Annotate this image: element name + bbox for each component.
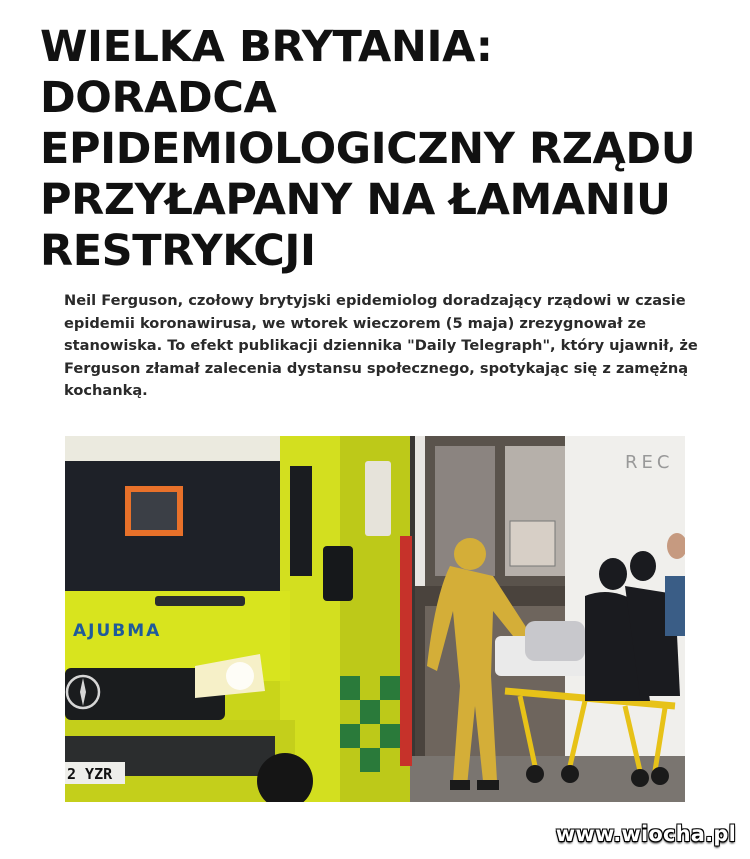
ambulance-scene-illustration xyxy=(65,436,685,802)
lead-line: epidemii koronawirusa, we wtorek wieczorem (5 maja) zrezygnował ze xyxy=(64,314,647,332)
license-plate: 2 YZR xyxy=(67,765,113,783)
lead-line: stanowiska. To efekt publikacji dziennika "Daily Telegraph", który ujawnił, że xyxy=(64,337,698,355)
lead-line: Neil Ferguson, czołowy brytyjski epidemiolog doradzający rządowi w czasie xyxy=(64,292,686,309)
headline-line: WIELKA BRYTANIA: xyxy=(40,22,493,72)
site-watermark: www.wiocha.pl xyxy=(555,822,736,846)
lead-line: Ferguson złamał zalecenia dystansu społecznego, spotykając się z zamężną xyxy=(64,359,689,377)
building-sign: REC xyxy=(625,452,674,473)
lead-line: kochanką. xyxy=(64,382,148,400)
article-photo xyxy=(65,436,685,802)
headline-line: DORADCA xyxy=(40,73,277,123)
ambulance-lettering: AJUBMA xyxy=(73,621,162,641)
article-headline xyxy=(40,22,740,277)
headline-line: RESTRYKCJI xyxy=(40,226,316,276)
article-lead xyxy=(64,290,724,403)
headline-line: PRZYŁAPANY NA ŁAMANIU xyxy=(40,175,671,225)
headline-line: EPIDEMIOLOGICZNY RZĄDU xyxy=(40,124,696,174)
